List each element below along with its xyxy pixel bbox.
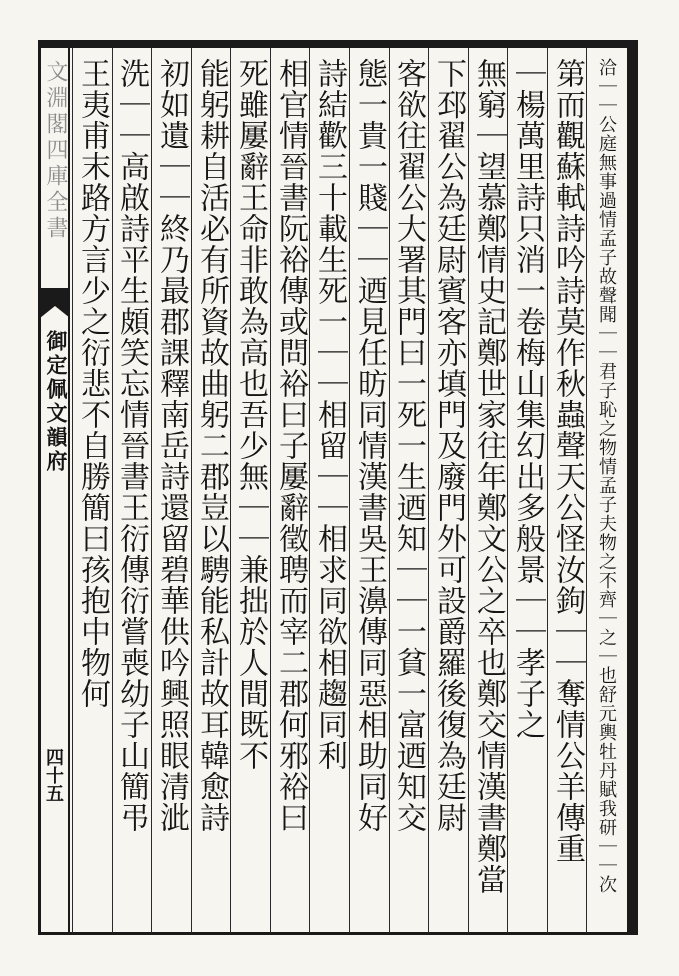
text-column: 能躬耕自活必有所資故曲躬二郡豈以騁能私計故耳韓愈詩	[194, 58, 229, 833]
text-column: 相官情晉書阮裕傳或問裕曰子屢辭徵聘而宰二郡何邪裕曰	[273, 58, 308, 833]
text-column: 態一貴一賤｜｜迺見任昉同情漢書吳王濞傳同惡相助同好	[352, 58, 387, 833]
text-column: 洗｜｜高啟詩平生頗笑忘情晉書王衍傳衍嘗喪幼子山簡弔	[114, 58, 149, 833]
text-column: 王夷甫末路方言少之衍悲不自勝簡曰孩抱中物何	[75, 58, 110, 709]
text-column: 第而觀蘇軾詩吟詩莫作秋蟲聲天公怪汝鉤｜｜奪情公羊傳重	[550, 58, 585, 864]
page-number: 四十五	[43, 748, 64, 802]
fishtail-mark-icon	[40, 288, 70, 328]
book-title: 御定佩文韻府	[44, 330, 69, 474]
text-column: 死雖屢辭王命非敢為高也吾少無｜｜兼拙於人間既不	[233, 58, 268, 771]
top-rule	[38, 40, 638, 48]
text-column: 無窮｜望慕鄭情史記鄭世家往年鄭文公之卒也鄭交情漢書鄭當	[471, 58, 506, 895]
collection-title: 文淵閣四庫全書	[43, 60, 68, 242]
text-column: 初如遺｜｜終乃最郡課釋南岳詩還留碧華供吟興照眼清泚	[154, 58, 189, 833]
right-rule	[627, 40, 636, 935]
text-column: 客欲往翟公大署其門曰一死一生迺知｜｜一貧一富迺知交	[391, 58, 426, 833]
text-column: 下邳翟公為廷尉賓客亦填門及廢門外可設爵羅後復為廷尉	[431, 58, 466, 833]
text-column: 洽｜｜公庭無事過情孟子故聲聞｜｜君子恥之物情孟子夫物之不齊｜之｜也舒元輿牡丹賦我研｜｜次	[596, 58, 617, 894]
text-column: ｜楊萬里詩只消一卷梅山集幻出多般景｜｜孝子之	[510, 58, 545, 740]
text-column: 詩結歡三十載生死一｜｜相留｜｜相求同欲相趨同利	[312, 58, 347, 771]
